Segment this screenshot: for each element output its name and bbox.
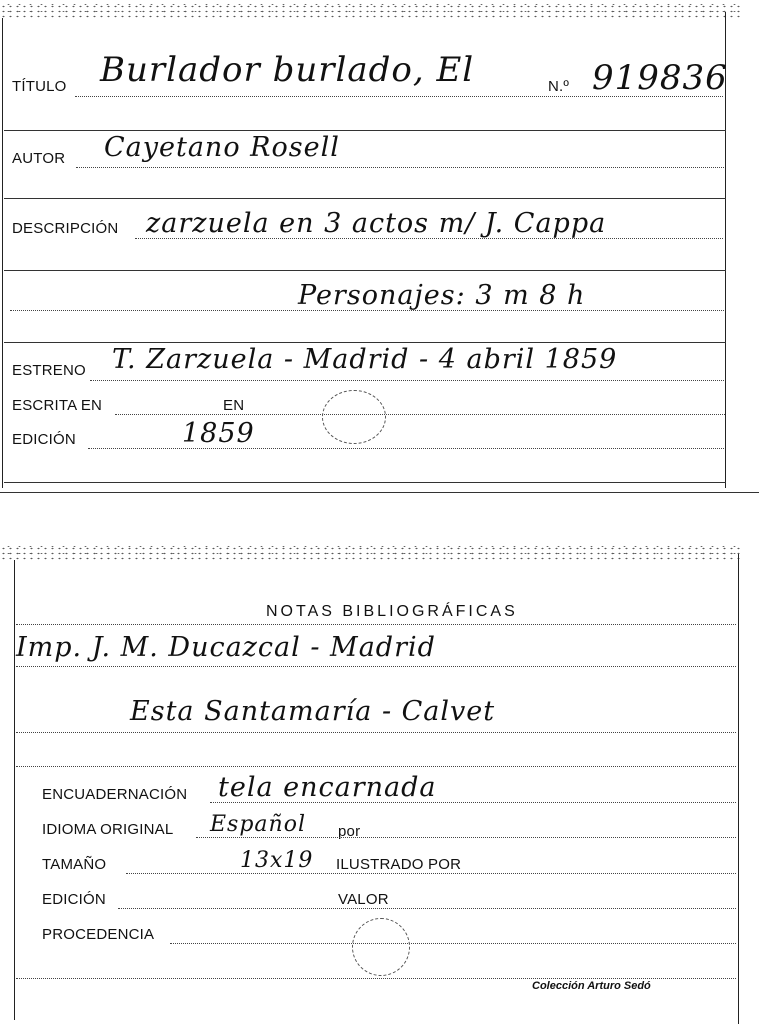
card-border-left: [2, 18, 3, 488]
por-label: por: [338, 823, 361, 840]
torn-edge: [0, 4, 740, 18]
descripcion-value-2: Personajes: 3 m 8 h: [298, 280, 586, 311]
estreno-line: [90, 380, 724, 381]
notas-line: [16, 766, 736, 767]
descripcion-label: DESCRIPCIÓN: [12, 220, 119, 237]
notas-heading: NOTAS BIBLIOGRÁFICAS: [266, 603, 518, 620]
rule: [4, 130, 726, 131]
encuadernacion-value: tela encarnada: [218, 772, 437, 803]
procedencia-line: [170, 943, 736, 944]
notas-line: [16, 732, 736, 733]
card-border-right: [738, 554, 739, 1024]
notas-line-1: Imp. J. M. Ducazcal - Madrid: [16, 632, 436, 663]
rule: [4, 342, 726, 343]
edicion-label-2: EDICIÓN: [42, 891, 106, 908]
bottom-line: [16, 978, 736, 979]
notas-line: [16, 666, 736, 667]
collection-footer: Colección Arturo Sedó: [532, 980, 651, 992]
tamano-value: 13x19: [240, 848, 314, 873]
rule: [4, 198, 726, 199]
catalog-card-bottom: [0, 540, 759, 1028]
rule: [4, 270, 726, 271]
torn-edge: [0, 546, 740, 560]
edicion-label: EDICIÓN: [12, 431, 76, 448]
autor-label: AUTOR: [12, 150, 66, 167]
descripcion-line: [135, 238, 723, 239]
titulo-line: [75, 96, 723, 97]
rule: [4, 482, 726, 483]
titulo-label: TÍTULO: [12, 78, 67, 95]
procedencia-label: PROCEDENCIA: [42, 926, 155, 943]
autor-value: Cayetano Rosell: [104, 132, 340, 163]
titulo-value: Burlador burlado, El: [100, 50, 475, 90]
idioma-value: Español: [210, 812, 306, 837]
encuadernacion-line: [210, 802, 736, 803]
numero-label: N.º: [548, 78, 570, 95]
tamano-label: TAMAÑO: [42, 856, 107, 873]
ilustrado-label: ILUSTRADO POR: [336, 856, 462, 873]
card-border-left: [14, 560, 15, 1020]
edicion-line: [88, 448, 724, 449]
library-stamp-mark: [322, 390, 386, 444]
notas-line: [16, 624, 736, 625]
numero-value: 919836: [592, 58, 728, 98]
library-stamp-mark: [352, 918, 410, 976]
estreno-label: ESTRENO: [12, 362, 86, 379]
escrita-en-label: ESCRITA EN: [12, 397, 103, 414]
autor-line: [76, 167, 724, 168]
tamano-line: [126, 873, 736, 874]
descripcion-line-2: [10, 310, 724, 311]
idioma-line: [196, 837, 736, 838]
card-separator: [0, 492, 759, 493]
edicion-line-2: [118, 908, 736, 909]
encuadernacion-label: ENCUADERNACIÓN: [42, 786, 188, 803]
en-label: EN: [223, 397, 245, 414]
idioma-label: IDIOMA ORIGINAL: [42, 821, 174, 838]
estreno-value: T. Zarzuela - Madrid - 4 abril 1859: [112, 344, 618, 375]
catalog-card-top: [0, 0, 759, 495]
notas-line-2: Esta Santamaría - Calvet: [130, 696, 496, 727]
escrita-line: [115, 414, 725, 415]
valor-label: VALOR: [338, 891, 389, 908]
descripcion-value: zarzuela en 3 actos m/ J. Cappa: [146, 208, 607, 239]
edicion-value: 1859: [182, 418, 255, 449]
